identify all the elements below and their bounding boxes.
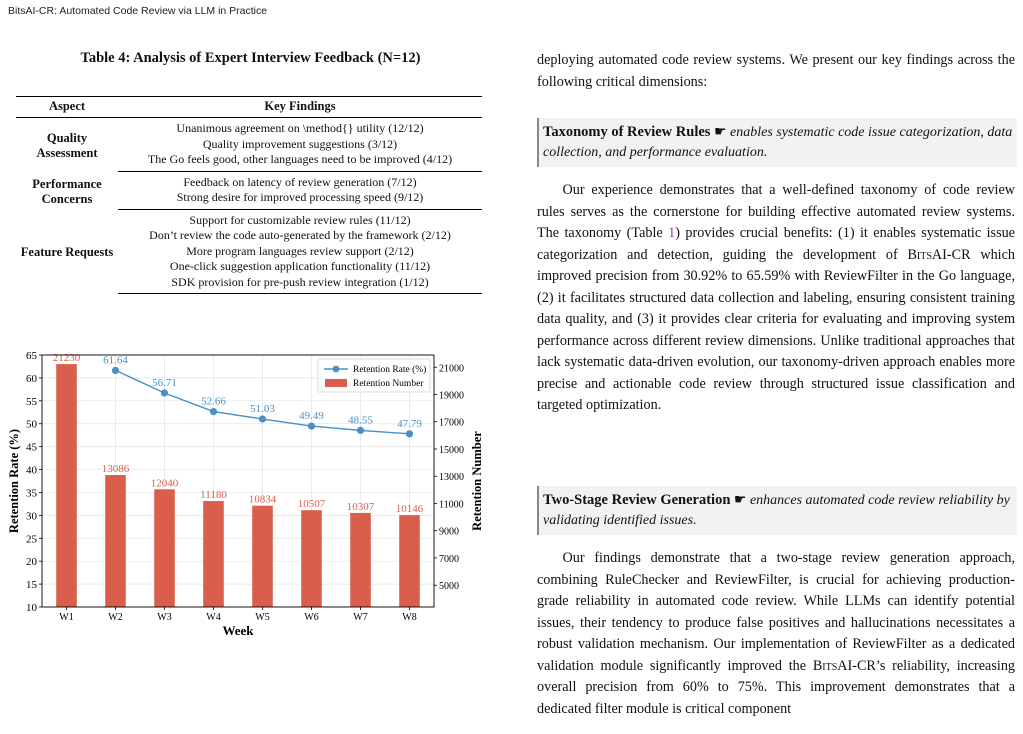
- rate-value-label: 47.79: [397, 417, 422, 430]
- finding-cell: Support for customizable review rules (11/12): [189, 212, 411, 227]
- right-tick-label: 13000: [439, 472, 464, 484]
- left-tick-label: 20: [26, 556, 37, 569]
- retention-number-bar: [203, 501, 224, 607]
- running-head-text: BitsAI-CR: Automated Code Review via LLM in Practice: [8, 5, 268, 17]
- x-tick-label: W6: [304, 612, 319, 623]
- left-tick-label: 10: [26, 602, 37, 614]
- left-tick-label: 30: [26, 510, 37, 523]
- legend-label-rate: Retention Rate (%): [353, 365, 427, 375]
- finding-cell: Unanimous agreement on \method{} utility (12/12): [176, 121, 424, 135]
- callout-two-stage-text: enhances automated code review reliability by validating identified issues.: [543, 493, 1010, 528]
- rate-value-label: 61.64: [103, 354, 128, 367]
- right-tick-label: 9000: [439, 526, 459, 538]
- retention-number-bar: [301, 510, 322, 607]
- body2-text-a: Our findings demonstrate that a two-stage review generation approach, combining RuleChecker and ReviewFilter, is crucial for achieving production-grade reliability in automated code review. While LLMs can identify potential issues, their tendency to produce false positives and hallucinations necessitates a robust validation mechanism. Our implementation of ReviewFilter as a dedicated validation module significantly improved the: [537, 550, 1015, 674]
- finding-cell: Strong desire for improved processing speed (9/12): [118, 190, 482, 209]
- rate-value-label: 52.66: [201, 395, 226, 408]
- table-header-row: [16, 97, 482, 118]
- retention-number-bar: [399, 515, 420, 607]
- bar-value-label: 10307: [346, 500, 375, 513]
- bar-value-label: 10507: [297, 498, 326, 511]
- callout-taxonomy: [537, 118, 1017, 167]
- right-tick-label: 7000: [439, 553, 459, 565]
- right-tick-label: 17000: [439, 417, 464, 429]
- bar-value-label: 13086: [101, 463, 130, 476]
- findings-table-wrap: [16, 96, 482, 294]
- x-tick-label: W7: [353, 612, 368, 623]
- table-row: [16, 171, 482, 190]
- finding-cell: The Go feels good, other languages need to be improved (4/12): [118, 152, 482, 171]
- running-head: [8, 5, 267, 17]
- left-tick-label: 15: [26, 579, 37, 592]
- right-tick-label: 15000: [439, 444, 464, 456]
- aspect-cell: Quality Assessment: [36, 131, 98, 160]
- finding-cell: SDK provision for pre-push review integration (1/12): [118, 275, 482, 294]
- aspect-cell: Performance Concerns: [32, 176, 102, 206]
- body-paragraph-taxonomy: [537, 180, 1015, 417]
- body1-text-b: ) provides crucial benefits: (1) it enables systematic issue categorization and detection, guiding the development of: [537, 225, 1015, 263]
- left-tick-label: 50: [26, 418, 37, 431]
- body1-text-a: Our experience demonstrates that a well-defined taxonomy of code review rules serves as the cornerstone for building effective automated review systems. The taxonomy (Table: [537, 182, 1015, 241]
- retention-rate-point: [406, 430, 413, 437]
- legend-label-number: Retention Number: [353, 379, 424, 389]
- callout-two-stage: [537, 486, 1017, 535]
- left-tick-label: 40: [26, 464, 37, 477]
- pointing-hand-icon: ☛: [713, 125, 727, 140]
- bar-value-label: 21230: [52, 352, 81, 365]
- bar-value-label: 10834: [248, 493, 277, 506]
- right-tick-label: 5000: [439, 581, 459, 593]
- retention-rate-point: [259, 415, 266, 422]
- rate-value-label: 48.55: [348, 414, 373, 427]
- bar-value-label: 11180: [200, 489, 227, 502]
- legend-point-swatch: [333, 366, 340, 373]
- x-tick-label: W4: [206, 612, 221, 623]
- intro-paragraph: deploying automated code review systems. We present our key findings across the following critical dimensions:: [537, 52, 1015, 90]
- x-tick-label: W8: [402, 612, 417, 623]
- finding-cell: Quality improvement suggestions (3/12): [202, 136, 398, 151]
- x-tick-label: W5: [255, 612, 270, 623]
- finding-cell: Feedback on latency of review generation (7/12): [183, 174, 417, 189]
- x-tick-label: W3: [157, 612, 172, 623]
- findings-table: [16, 96, 482, 294]
- left-tick-label: 25: [26, 533, 37, 546]
- x-tick-label: W2: [108, 612, 123, 623]
- aspect-cell: Feature Requests: [20, 245, 114, 260]
- table-row: [16, 209, 482, 228]
- retention-chart-svg: [4, 347, 490, 652]
- left-tick-label: 55: [26, 395, 37, 408]
- legend-bar-swatch: [325, 379, 347, 387]
- retention-number-bar: [154, 489, 175, 607]
- system-name: BitsAI-CR: [907, 246, 971, 263]
- pointing-hand-icon: ☛: [733, 493, 747, 508]
- rate-value-label: 49.49: [299, 410, 324, 423]
- left-axis-label: Retention Rate (%): [7, 428, 21, 534]
- retention-rate-point: [161, 389, 168, 396]
- right-tick-label: 11000: [439, 499, 464, 511]
- callout-two-stage-title: Two-Stage Review Generation: [543, 492, 731, 508]
- retention-chart: [4, 347, 490, 652]
- body1-text-c: which improved precision from 30.92% to 65.59% with ReviewFilter in the Go language, (2) it facilitates structured data collection and labeling, ensuring consistent training data quality, and (3) it provides clear criteria for evaluating and improving system performance across different review dimensions. Unlike traditional approaches that lack systematic data-driven evolution, our taxonomy-driven approach enables more precise and actionable code review through structured issue classification and targeted optimization.: [537, 246, 1015, 413]
- finding-cell: Don’t review the code auto-generated by the framework (2/12): [149, 228, 451, 242]
- right-tick-label: 21000: [439, 363, 464, 375]
- findings-table-body: [16, 118, 482, 294]
- bar-value-label: 10146: [395, 503, 424, 516]
- retention-number-bar: [105, 475, 126, 607]
- x-axis-label: Week: [222, 623, 254, 638]
- table-caption: Table 4: Analysis of Expert Interview Feedback (N=12): [80, 50, 421, 66]
- retention-number-bar: [56, 364, 77, 607]
- plot-frame: [42, 355, 434, 607]
- left-tick-label: 60: [26, 372, 37, 385]
- retention-number-bar: [252, 506, 273, 607]
- rate-value-label: 51.03: [250, 403, 275, 416]
- table-row: [16, 118, 482, 137]
- left-tick-label: 65: [26, 350, 37, 362]
- bar-value-label: 12040: [150, 477, 179, 490]
- body2-text-b: ’s reliability, increasing overall precision from 60% to 75%. This improvement demonstrates that a dedicated filter module is critical component: [537, 657, 1016, 717]
- rate-value-label: 56.71: [152, 376, 177, 389]
- retention-rate-point: [357, 427, 364, 434]
- right-axis-label: Retention Number: [470, 431, 484, 531]
- finding-cell: More program languages review support (2/12): [186, 243, 414, 258]
- header-key-findings: Key Findings: [118, 97, 482, 118]
- table-ref-link[interactable]: 1: [668, 225, 676, 241]
- callout-taxonomy-text: enables systematic code issue categorization, data collection, and performance evaluation.: [543, 125, 1013, 160]
- finding-cell: One-click suggestion application functionality (11/12): [169, 259, 431, 273]
- system-name: BitsAI-CR: [812, 657, 876, 674]
- body-paragraph-two-stage: [537, 548, 1015, 720]
- x-tick-label: W1: [59, 612, 74, 623]
- header-aspect: Aspect: [16, 97, 118, 118]
- right-tick-label: 19000: [439, 390, 464, 402]
- retention-number-bar: [350, 513, 371, 607]
- left-tick-label: 35: [26, 487, 37, 500]
- left-tick-label: 45: [26, 441, 37, 454]
- retention-rate-point: [210, 408, 217, 415]
- retention-rate-point: [308, 422, 315, 429]
- retention-rate-point: [112, 367, 119, 374]
- callout-taxonomy-title: Taxonomy of Review Rules: [543, 124, 711, 140]
